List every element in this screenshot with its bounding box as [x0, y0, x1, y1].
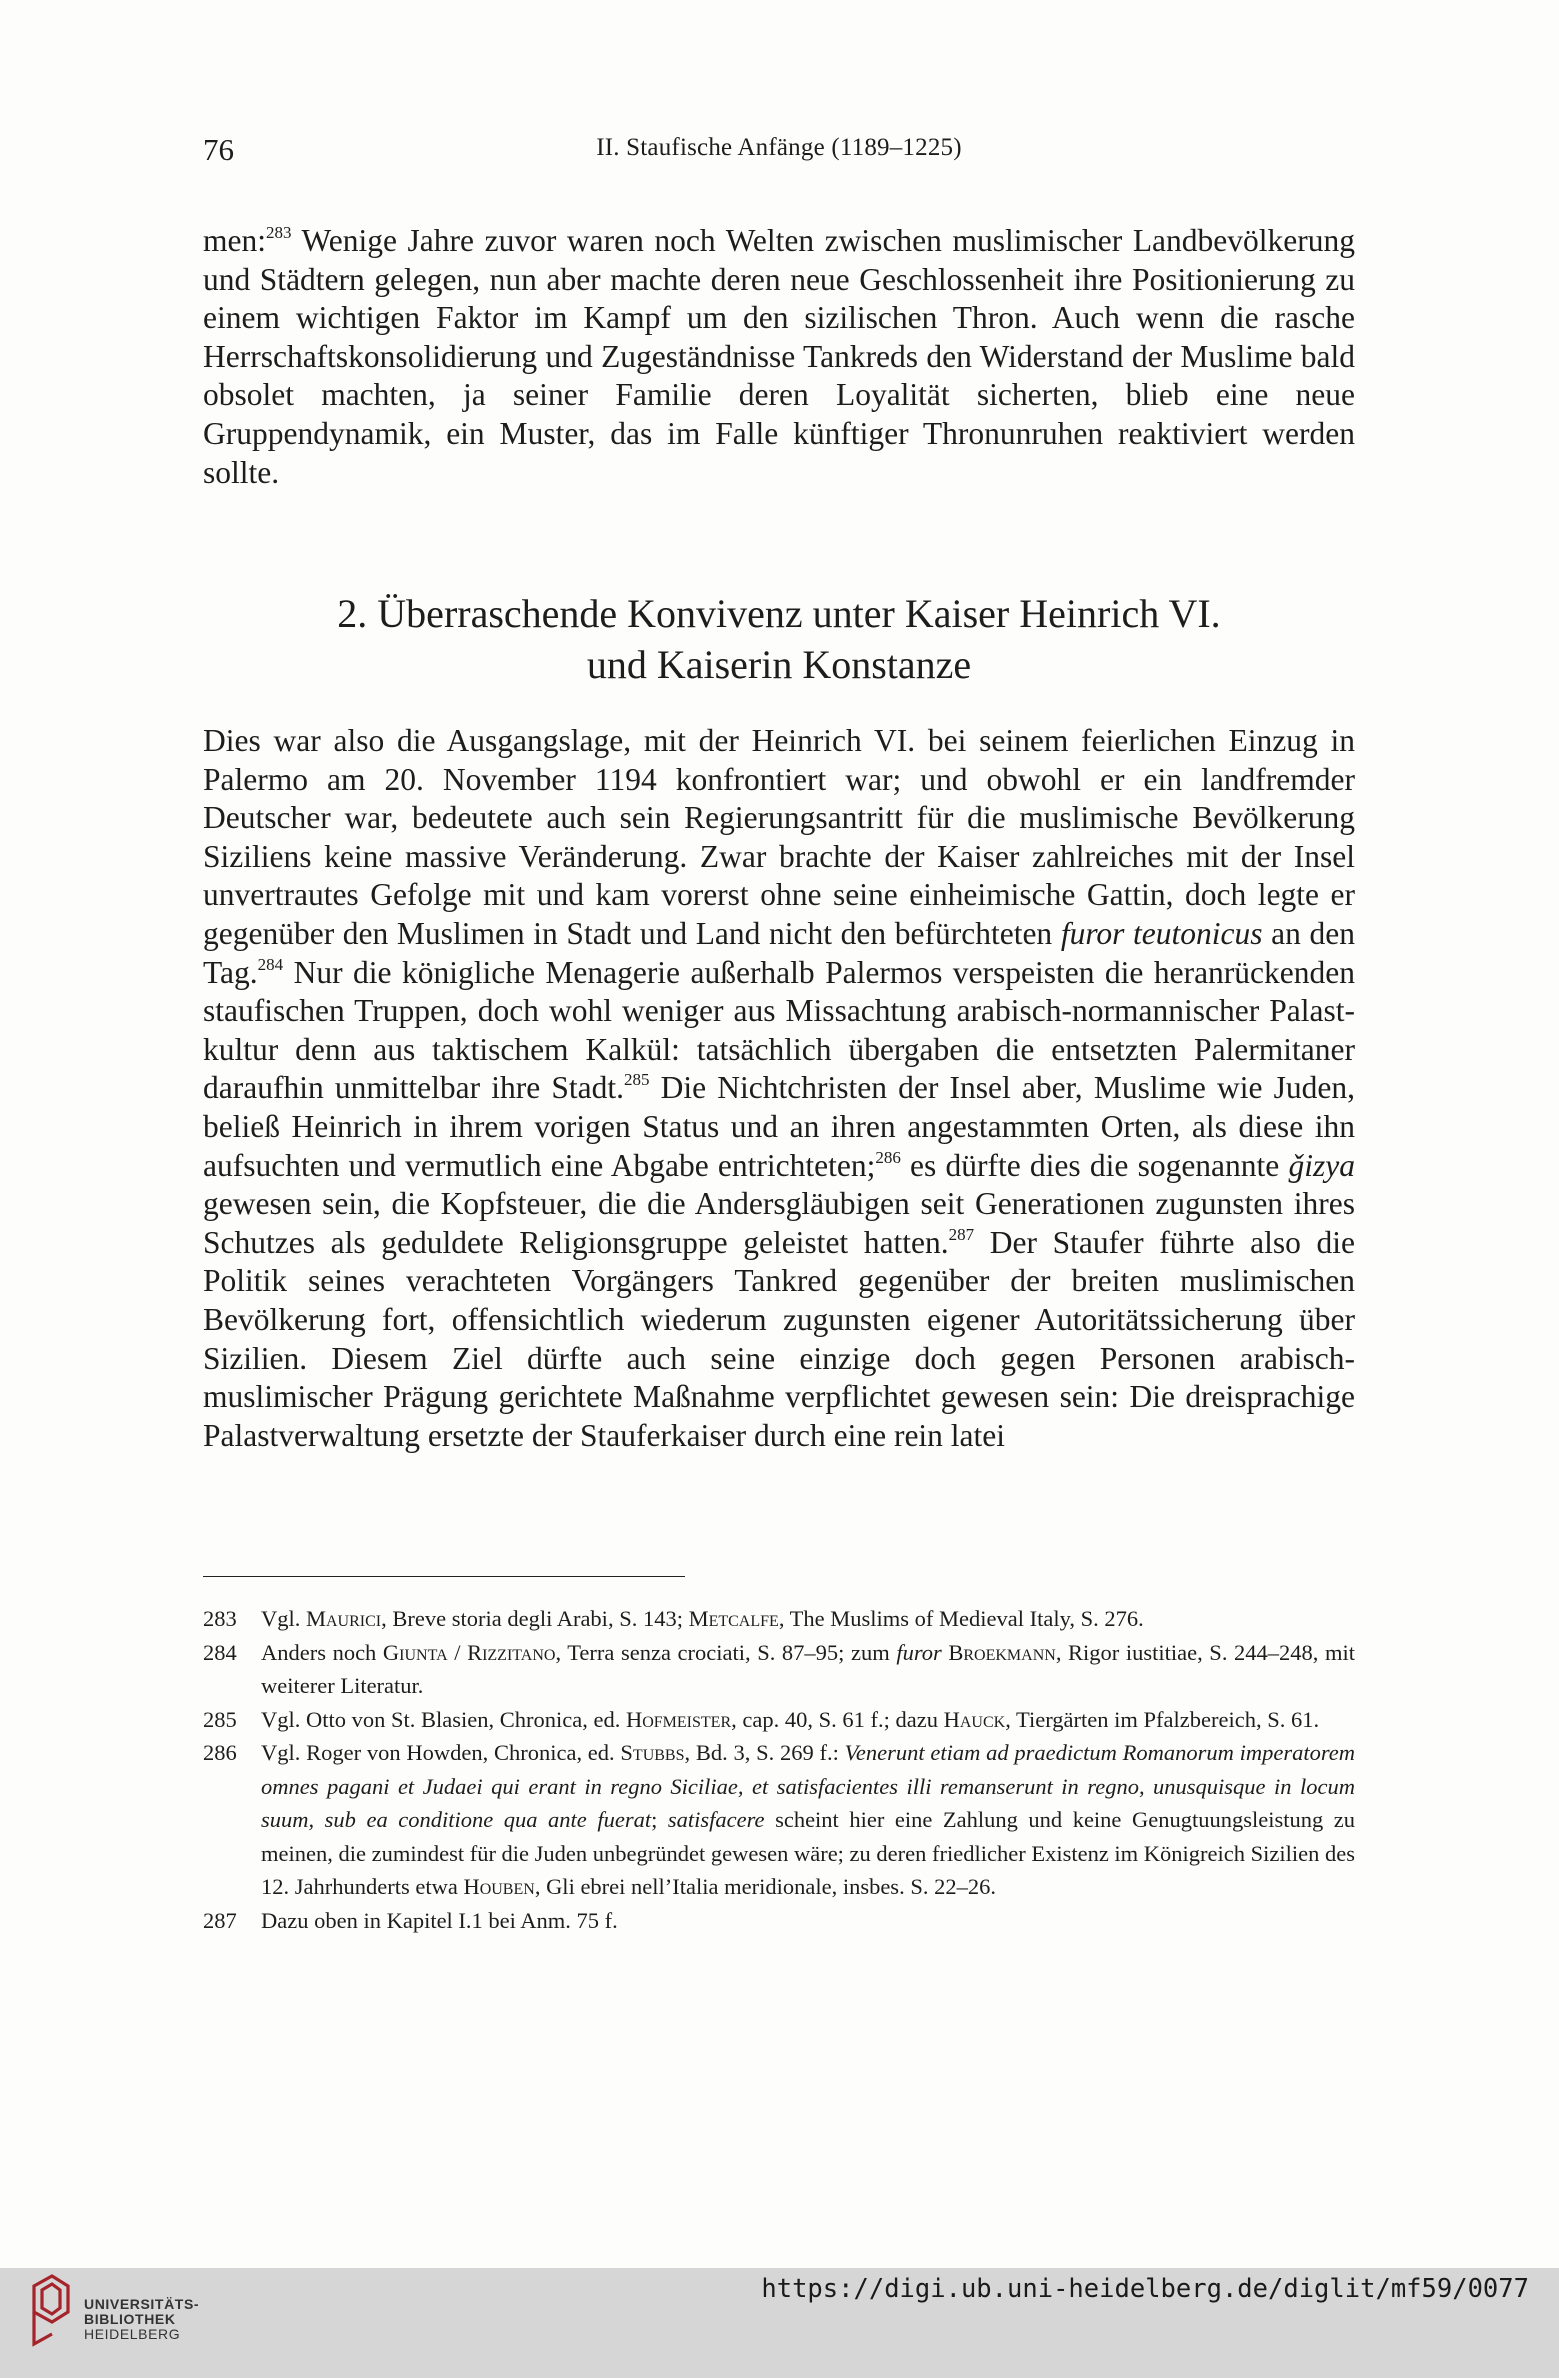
- paragraph-2-segment: Der Staufer führte also die Politik seines verachteten Vorgängers Tankred gegenüber der breiten muslimischen Bevölkerung fort, offensichtlich wiederum zugunsten eigener Autoritätssicherung über Sizilien. Diesem Ziel dürfte auch seine einzige doch gegen Personen arabisch-muslimischer Prägung gerichtete Maßnahme verpflichtet gewesen sein: Die dreisprachige Palastverwaltung ersetzte der Stauferkaiser durch eine rein latei: [203, 1224, 1355, 1453]
- paragraph-2-segment: Nur die königliche Menagerie außerhalb Palermos verspeisten die heranrückenden staufischen Truppen, doch wohl weniger aus Missachtung arabisch-normannischer Palastkultur denn aus taktischem Kalkül: tatsächlich übergaben die entsetzten Palermitaner daraufhin unmittelbar ihre Stadt.: [203, 954, 1355, 1106]
- page-header: [203, 132, 1355, 172]
- footnote-number: 284: [203, 1639, 237, 1665]
- paragraph-2-segment: Dies war also die Ausgangslage, mit der Heinrich VI. bei seinem feierlichen Einzug in Palermo am 20. November 1194 konfrontiert war; und obwohl er ein landfremder Deutscher war, bedeutete auch sein Regierungsantritt für die muslimische Bevölkerung Siziliens keine massive Veränderung. Zwar brachte der Kaiser zahlreiches mit der Insel unvertrautes Gefolge mit und kam vorerst ohne seine einheimische Gattin, doch legte er gegenüber den Muslimen in Stadt und Land nicht den befürchteten: [203, 723, 1355, 951]
- footnote-number: 287: [203, 1907, 237, 1933]
- paragraph-2-segment: es dürfte dies die sogenannte: [900, 1147, 1289, 1183]
- footnote-283: [203, 1602, 1355, 1636]
- paragraph-2-segment: gewesen sein, die Kopfsteuer, die die Andersgläubigen seit Generationen zugunsten ihres Schutzes als geduldete Religionsgruppe geleistet hatten.: [203, 1186, 1355, 1260]
- paragraph-2-segment: an den Tag.: [203, 915, 1356, 990]
- footnote-ref-287[interactable]: 287: [948, 1224, 975, 1244]
- footnotes: [203, 1602, 1355, 1937]
- footnote-text: Vgl. Otto von St. Blasien, Chronica, ed. Hofmeister, cap. 40, S. 61 f.; dazu Hauck, Tiergärten im Pfalzbereich, S. 61.: [261, 1706, 1320, 1732]
- paragraph-1-lead: men:: [203, 223, 266, 258]
- footnote-number: 283: [203, 1606, 237, 1631]
- footnote-ref-286[interactable]: 286: [875, 1147, 901, 1167]
- footnote-284: [203, 1636, 1355, 1703]
- paragraph-1: [203, 222, 1355, 492]
- footnote-ref-283[interactable]: 283: [266, 223, 292, 242]
- section-title-line-1: 2. Überraschende Konvivenz unter Kaiser Heinrich VI.: [337, 591, 1221, 636]
- italic-term: furor teutonicus: [1060, 915, 1263, 951]
- footnote-ref-285[interactable]: 285: [623, 1070, 650, 1090]
- paragraph-1-text: Wenige Jahre zuvor waren noch Welten zwischen muslimischer Landbevölkerung und Städtern gelegen, nun aber machte deren neue Geschlossenheit ihre Positionierung zu einem wichtigen Faktor im Kampf um den sizilischen Thron. Auch wenn die rasche Herrschaftskonsolidierung und Zugeständnisse Tankreds den Widerstand der Muslime bald obsolet machten, ja seiner Familie deren Loyalität sicherten, blieb eine neue Gruppendynamik, ein Muster, das im Falle künftiger Thronunruhen reaktiviert werden sollte.: [203, 223, 1355, 490]
- running-head: II. Staufische Anfänge (1189–1225): [596, 134, 962, 161]
- footnote-number: 285: [203, 1706, 237, 1732]
- footnote-286: [203, 1736, 1355, 1904]
- footnote-285: [203, 1703, 1355, 1737]
- paragraph-2: [203, 722, 1355, 1455]
- library-logo-icon: [28, 2272, 74, 2352]
- footnote-287: [203, 1904, 1355, 1938]
- footnote-text: Vgl. Roger von Howden, Chronica, ed. Stubbs, Bd. 3, S. 269 f.: Venerunt etiam ad praedictum Romanorum imperatorem omnes pagani et Judaei qui erant in regno Siciliae, et satisfacientes illi remanserunt in regno, unusquisque in locum suum, sub ea conditione qua ante fuerat; satisfacere scheint hier eine Zahlung und keine Genugtuungsleistung zu meinen, die zumindest für die Juden unbegründet gewesen wäre; zu deren friedlicher Existenz im Königreich Sizilien des 12. Jahrhunderts etwa Houben, Gli ebrei nell’Italia meridionale, insbes. S. 22–26.: [261, 1740, 1356, 1899]
- footnote-divider: [203, 1576, 685, 1577]
- paragraph-2-segment: Die Nichtchristen der Insel aber, Muslime wie Juden, beließ Heinrich in ihrem vorigen Status und an ihren angestammten Orten, als diese ihn aufsuchten und vermutlich eine Abgabe entrichteten;: [203, 1070, 1355, 1183]
- footnote-text: Vgl. Maurici, Breve storia degli Arabi, S. 143; Metcalfe, The Muslims of Medieval Italy, S. 276.: [261, 1606, 1144, 1631]
- section-heading: [203, 588, 1355, 690]
- footnote-ref-284[interactable]: 284: [257, 954, 284, 974]
- italic-term: ǧizya: [1288, 1147, 1355, 1183]
- footnote-number: 286: [203, 1740, 237, 1765]
- library-name: UNIVERSITÄTS- BIBLIOTHEK HEIDELBERG: [84, 2296, 200, 2342]
- page-url-link[interactable]: https://digi.ub.uni-heidelberg.de/diglit/mf59/0077: [761, 2274, 1529, 2304]
- footnote-text: Anders noch Giunta / Rizzitano, Terra senza crociati, S. 87–95; zum furor Broekmann, Rigor iustitiae, S. 244–248, mit weiterer Literatur.: [261, 1639, 1355, 1698]
- footnote-text: Dazu oben in Kapitel I.1 bei Anm. 75 f.: [261, 1907, 618, 1933]
- section-title-line-2: und Kaiserin Konstanze: [586, 642, 972, 687]
- page-number: 76: [203, 132, 234, 167]
